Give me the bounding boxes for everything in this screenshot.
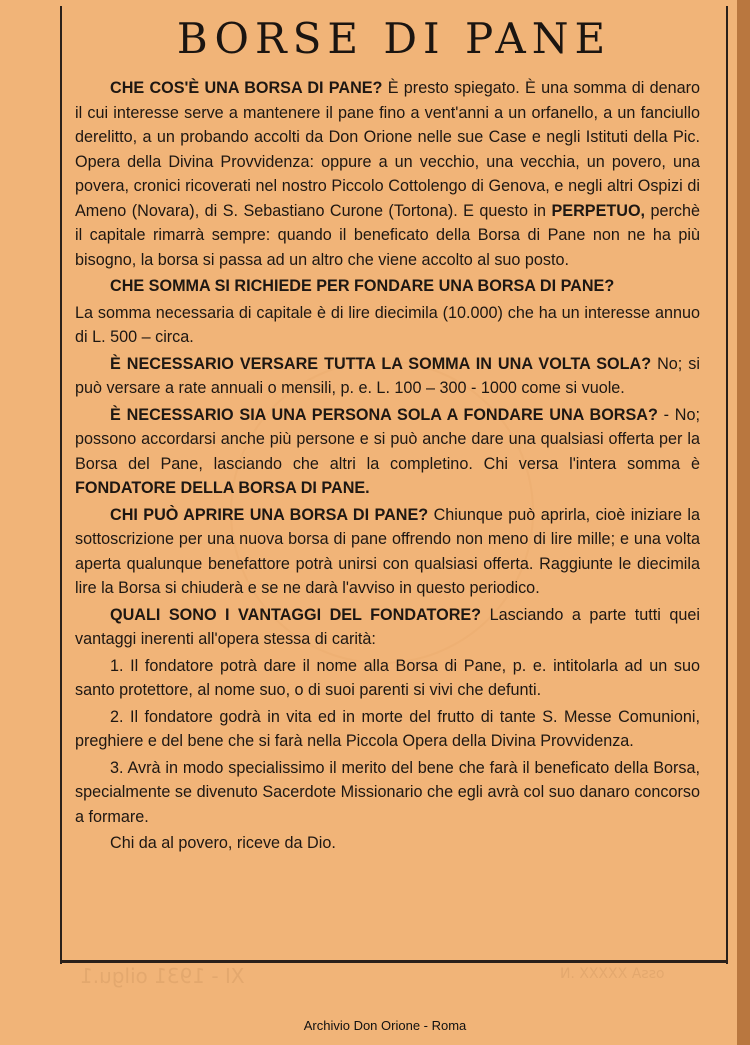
- question-6: QUALI SONO I VANTAGGI DEL FONDATORE?: [110, 605, 482, 624]
- bottom-border: [62, 960, 728, 963]
- answer-3: No; si può versare a rate annuali o mensili, p. e. L. 100 – 300 - 1000 come si vuole.: [75, 354, 700, 397]
- page-edge: [737, 0, 750, 1045]
- answer-1-tail: perchè il capitale rimarrà sempre: quando il beneficato della Borsa di Pane non ne ha più bisogno, la borsa si passa ad un altro che viene accolto al suo posto.: [75, 201, 700, 269]
- answer-4: - No; possono accordarsi anche più persone e si può anche dare una qualsiasi offerta per la Borsa del Pane, lasciando che altri la completino. Chi versa l'intera somma è: [75, 405, 700, 473]
- page-title: BORSE DI PANE: [176, 14, 612, 63]
- answer-2: La somma necessaria di capitale è di lire diecimila (10.000) che ha un interesse annuo di L. 500 – circa.: [75, 303, 700, 346]
- bleed-through-issue: ossA XXXXX .N: [560, 966, 665, 982]
- closing-line: Chi da al povero, riceve da Dio.: [110, 834, 336, 852]
- question-4: È NECESSARIO SIA UNA PERSONA SOLA A FONDARE UNA BORSA?: [110, 405, 658, 424]
- question-5: CHI PUÒ APRIRE UNA BORSA DI PANE?: [110, 505, 429, 524]
- right-border: [726, 6, 728, 964]
- section-5: [75, 503, 700, 601]
- question-2: CHE SOMMA SI RICHIEDE PER FONDARE UNA BORSA DI PANE?: [110, 277, 615, 295]
- advantage-1: 1. Il fondatore potrà dare il nome alla Borsa di Pane, p. e. intitolarla ad un suo santo protettore, al nome suo, o di suoi parenti si vivi che defunti.: [75, 656, 700, 699]
- question-1: CHE COS'È UNA BORSA DI PANE?: [110, 79, 383, 97]
- section-4: [75, 403, 700, 501]
- section-3: [75, 352, 700, 401]
- archive-caption: Archivio Don Orione - Roma: [303, 1018, 467, 1033]
- bleed-through-date: XI - 1931 oilgu.1: [80, 964, 245, 988]
- section-2: [75, 274, 700, 299]
- question-3: È NECESSARIO VERSARE TUTTA LA SOMMA IN UNA VOLTA SOLA?: [110, 354, 652, 373]
- answer-6: Lasciando a parte tutti quei vantaggi inerenti all'opera stessa di carità:: [75, 605, 700, 648]
- left-border: [60, 6, 62, 964]
- answer-5: Chiunque può aprirla, cioè iniziare la sottoscrizione per una nuova borsa di pane offrendo non meno di lire mille; e una volta aperta qualunque benefattore potrà unirsi con qualsiasi offerta. Raggiunte le diecimila lire la Borsa si chiuderà e se ne darà l'avviso in questo periodico.: [75, 505, 700, 597]
- advantage-2: 2. Il fondatore godrà in vita ed in morte del frutto di tante S. Messe Comunioni, preghiere e del bene che si farà nella Piccola Opera della Divina Provvidenza.: [75, 707, 700, 750]
- section-6: [75, 603, 700, 652]
- answer-4-emphasis: FONDATORE DELLA BORSA DI PANE.: [75, 479, 370, 497]
- answer-1-emphasis: PERPETUO,: [551, 201, 646, 220]
- section-1: [75, 76, 700, 272]
- advantage-3: 3. Avrà in modo specialissimo il merito del bene che farà il beneficato della Borsa, specialmente se divenuto Sacerdote Missionario che egli avrà col suo danaro concorso a formare.: [75, 758, 700, 826]
- answer-2-para: [75, 301, 700, 350]
- article-body: [75, 76, 700, 858]
- answer-1: È presto spiegato. È una somma di denaro il cui interesse serve a mantenere il pane fino a vent'anni a un orfanello, a un fanciullo derelitto, a un probando accolti da Don Orione nelle sue Case e negli Istituti della Pic. Opera della Divina Provvidenza: oppure a un vecchio, una vecchia, un povero, una povera, cronici ricoverati nel nostro Piccolo Cottolengo di Genova, e negli altri Ospizi di Ameno (Novara), di S. Sebastiano Curone (Tortona). E questo in: [75, 79, 701, 220]
